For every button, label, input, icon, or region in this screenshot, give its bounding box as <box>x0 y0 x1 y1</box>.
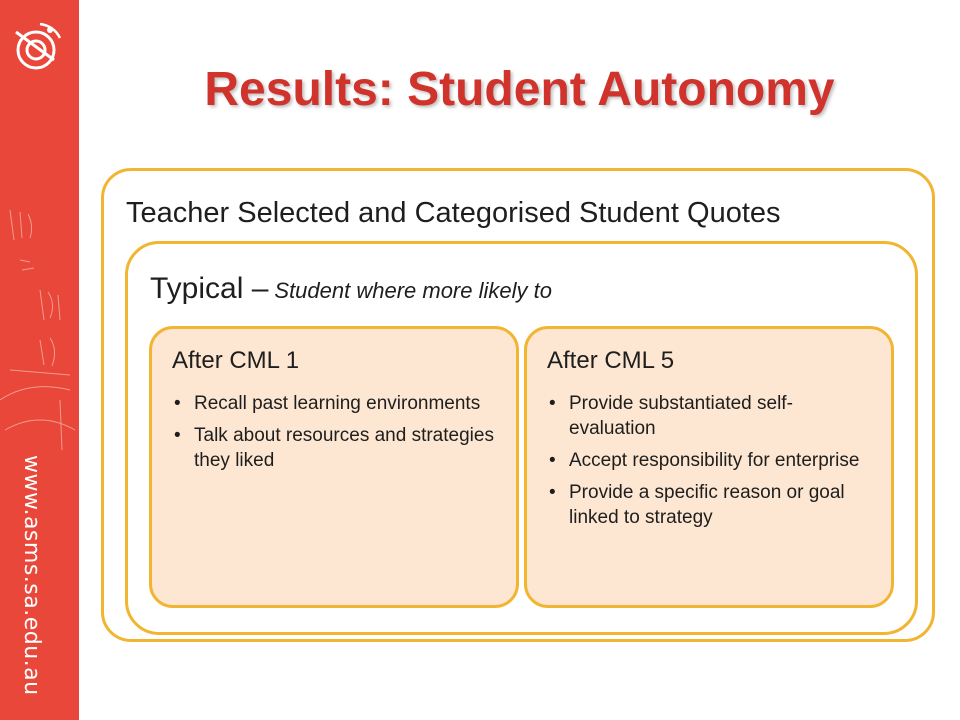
typical-heading <box>150 272 552 306</box>
typical-heading-sub: Student where more likely to <box>274 278 552 303</box>
bullet-icon: • <box>174 393 181 414</box>
sidebar <box>0 0 79 720</box>
list-item-text: Recall past learning environments <box>194 393 481 414</box>
typical-heading-main: Typical – <box>150 272 269 305</box>
typical-box <box>125 241 918 635</box>
bullet-icon: • <box>549 393 556 414</box>
bullet-list <box>547 391 873 530</box>
list-item <box>547 480 873 530</box>
teacher-quotes-heading: Teacher Selected and Categorised Student Quotes <box>126 197 781 229</box>
after-cml-5-panel <box>524 326 894 608</box>
after-cml-1-panel <box>149 326 519 608</box>
asms-logo-icon <box>10 20 66 76</box>
bullet-list <box>172 391 498 473</box>
bullet-icon: • <box>549 482 556 503</box>
list-item-text: Talk about resources and strategies they liked <box>194 425 494 471</box>
bullet-icon: • <box>174 425 181 446</box>
panel-title: After CML 5 <box>547 347 675 374</box>
list-item <box>547 448 873 473</box>
list-item-text: Provide substantiated self-evaluation <box>569 393 793 439</box>
panel-title: After CML 1 <box>172 347 300 374</box>
teacher-quotes-box <box>101 168 935 642</box>
website-url: www.asms.sa.edu.au <box>19 455 44 696</box>
slide-title: Results: Student Autonomy <box>204 63 835 116</box>
list-item <box>172 423 498 473</box>
list-item <box>172 391 498 416</box>
list-item <box>547 391 873 441</box>
bullet-icon: • <box>549 450 556 471</box>
list-item-text: Accept responsibility for enterprise <box>569 450 860 471</box>
list-item-text: Provide a specific reason or goal linked to strategy <box>569 482 845 528</box>
math-scribble-decoration <box>0 200 79 460</box>
